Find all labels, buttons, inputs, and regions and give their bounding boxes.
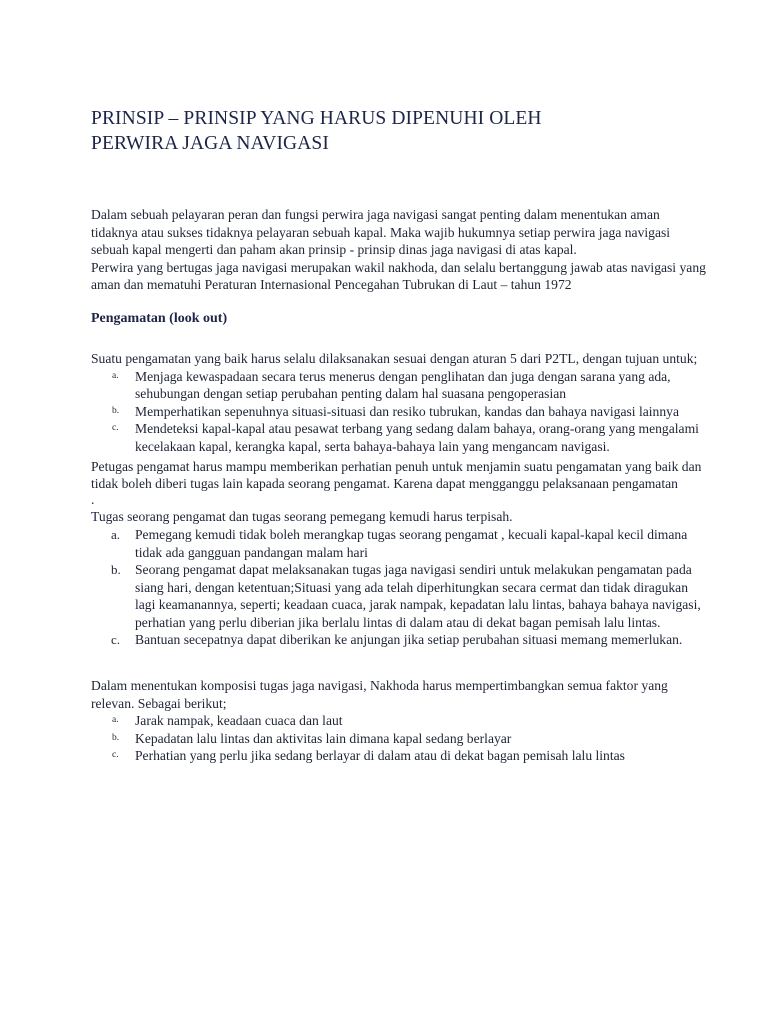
list-item-text: Mendeteksi kapal-kapal atau pesawat terbang yang sedang dalam bahaya, orang-orang yang mengalami kecelakaan kapal, kerangka kapal, serta bahaya-bahaya lain yang mengancam navigasi. xyxy=(135,421,699,454)
list-item-text: Seorang pengamat dapat melaksanakan tugas jaga navigasi sendiri untuk melakukan pengamatan pada siang hari, dengan ketentuan;Situasi yang ada telah diperhitungkan secara cermat dan tidak diragukan lagi keamanannya, seperti; keadaan cuaca, jarak nampak, kepadatan lalu lintas, bahaya bahaya navigasi, perhatian yang perlu diberian jika berlalu lintas di dalam atau di dekat bagan pemisah lalu lintas. xyxy=(135,562,701,630)
list-marker: c. xyxy=(111,632,121,648)
list-item xyxy=(112,368,708,403)
composition-list xyxy=(91,712,708,765)
section-heading-lookout: Pengamatan (look out) xyxy=(91,310,228,326)
document-title xyxy=(91,106,708,156)
list-item-text: Bantuan secepatnya dapat diberikan ke anjungan jika setiap perubahan situasi memang memerlukan. xyxy=(135,632,683,648)
list-item xyxy=(112,747,708,765)
title-line-1: PRINSIP – PRINSIP YANG HARUS DIPENUHI OLEH xyxy=(91,108,542,129)
lookout-intro: Suatu pengamatan yang baik harus selalu dilaksanakan sesuai dengan aturan 5 dari P2TL, dengan tujuan untuk; xyxy=(91,350,698,366)
composition-intro: Dalam menentukan komposisi tugas jaga navigasi, Nakhoda harus mempertimbangkan semua faktor yang relevan. Sebagai berikut; xyxy=(91,678,668,711)
list-marker: c. xyxy=(112,423,119,434)
list-item xyxy=(112,712,708,730)
list-item-text: Kepadatan lalu lintas dan aktivitas lain dimana kapal sedang berlayar xyxy=(135,730,512,746)
list-marker: b. xyxy=(112,732,120,743)
list-marker: a. xyxy=(112,715,119,726)
stray-dot: . xyxy=(91,491,95,507)
list-item xyxy=(112,730,708,748)
list-item xyxy=(112,420,708,455)
list-item xyxy=(111,631,708,649)
list-item xyxy=(111,526,708,561)
list-item xyxy=(112,403,708,421)
list-item-text: Perhatian yang perlu jika sedang berlayar di dalam atau di dekat bagan pemisah lalu lintas xyxy=(135,748,625,764)
lookout-list xyxy=(91,368,708,456)
list-item-text: Menjaga kewaspadaan secara terus menerus dengan penglihatan dan juga dengan sarana yang ada, sehubungan dengan setiap perubahan penting dalam hal suasana pengoperasian xyxy=(135,368,671,402)
separation-list xyxy=(91,526,708,649)
separation-intro: Tugas seorang pengamat dan tugas seorang pemegang kemudi harus terpisah. xyxy=(91,509,513,525)
list-marker: a. xyxy=(112,370,119,381)
lookout-paragraph: Petugas pengamat harus mampu memberikan perhatian penuh untuk menjamin suatu pengamatan yang baik dan tidak boleh diberi tugas lain kapada seorang pengamat. Karena dapat mengganggu pelaksanaan pengamatan xyxy=(91,458,702,492)
title-line-2: PERWIRA JAGA NAVIGASI xyxy=(91,133,329,154)
list-marker: c. xyxy=(112,750,119,761)
list-item-text: Pemegang kemudi tidak boleh merangkap tugas seorang pengamat , kecuali kapal-kapal kecil dimana tidak ada gangguan pandangan malam hari xyxy=(135,526,688,560)
list-item xyxy=(111,561,708,631)
list-marker: b. xyxy=(111,562,121,578)
list-marker: a. xyxy=(111,526,121,542)
intro-paragraph-2: Perwira yang bertugas jaga navigasi merupakan wakil nakhoda, dan selalu bertanggung jawab atas navigasi yang aman dan mematuhi Peraturan Internasional Pencegahan Tubrukan di Laut – tahun 1972 xyxy=(91,259,706,293)
list-item-text: Jarak nampak, keadaan cuaca dan laut xyxy=(135,713,343,729)
list-item-text: Memperhatikan sepenuhnya situasi-situasi dan resiko tubrukan, kandas dan bahaya navigasi lainnya xyxy=(135,403,679,419)
list-marker: b. xyxy=(112,405,120,416)
intro-paragraph-1: Dalam sebuah pelayaran peran dan fungsi perwira jaga navigasi sangat penting dalam menentukan aman tidaknya atau sukses tidaknya pelayaran sebuah kapal. Maka wajib hukumnya setiap perwira jaga navigasi sebuah kapal mengerti dan paham akan prinsip - prinsip dinas jaga navigasi di atas kapal. xyxy=(91,207,671,258)
